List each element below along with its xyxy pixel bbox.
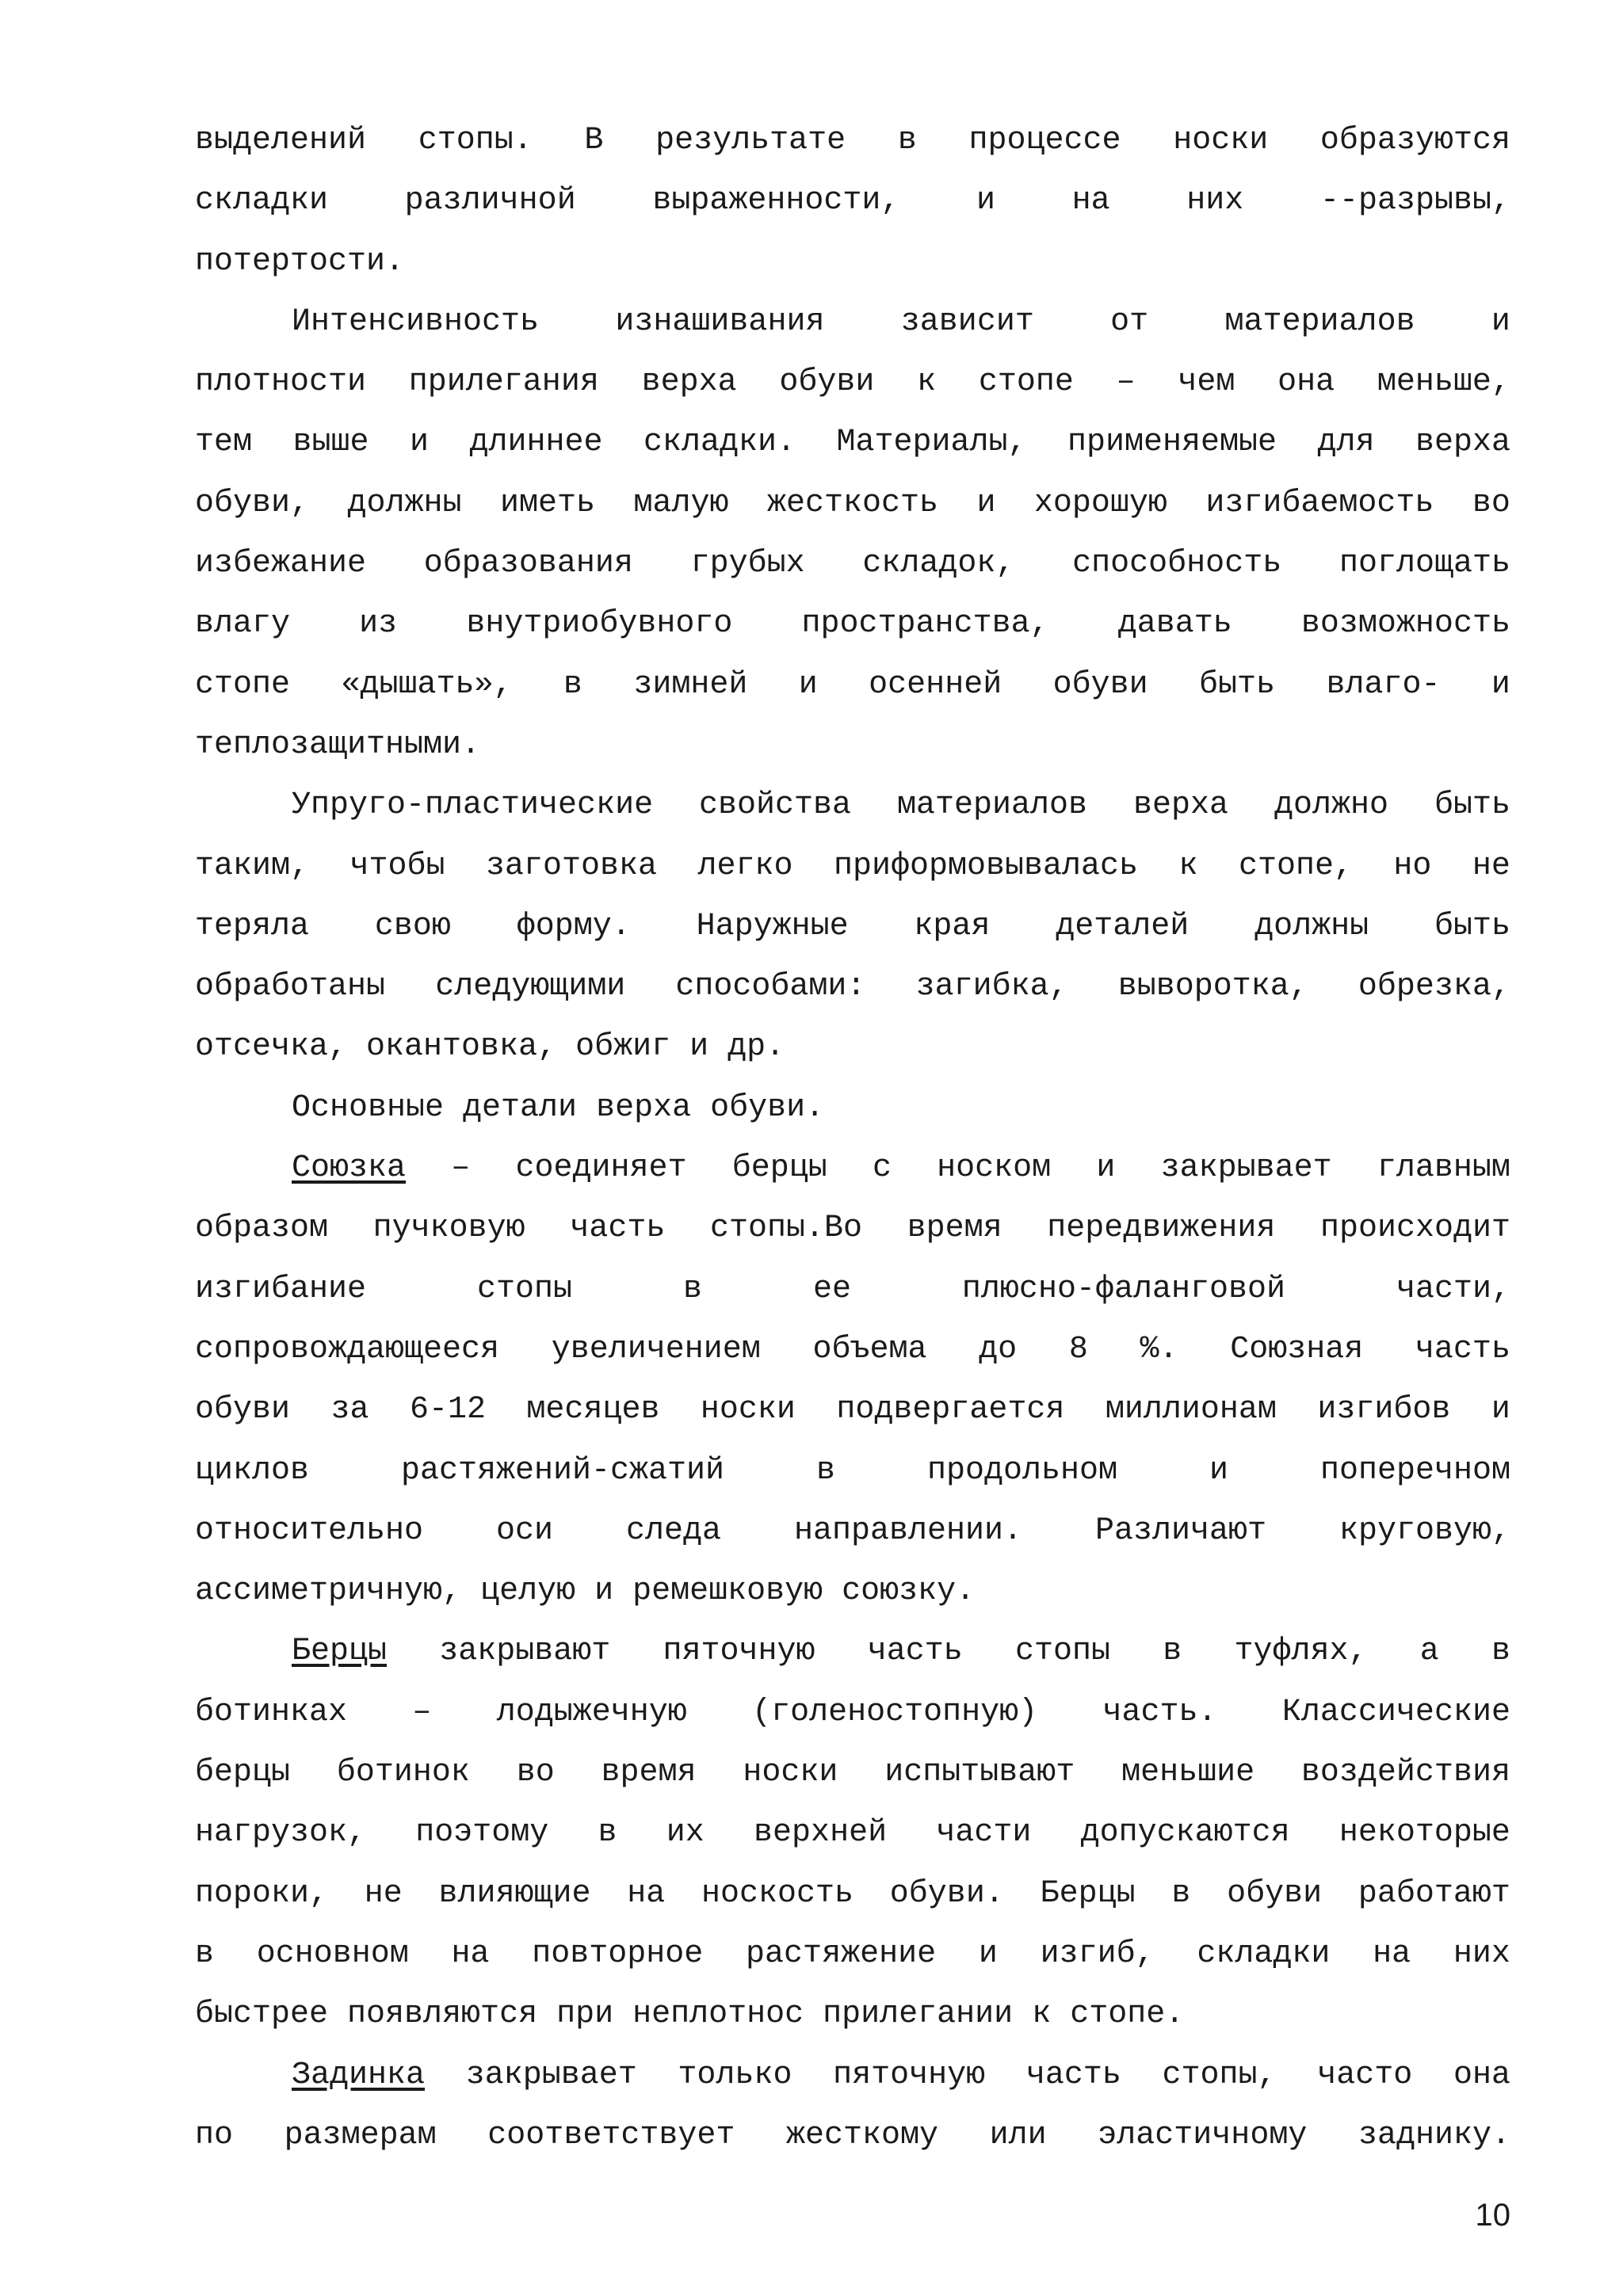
text-line: [195, 1562, 1510, 1622]
word: обуви: [1227, 1875, 1323, 1912]
word: чтобы: [349, 848, 445, 884]
word: хорошую: [1033, 485, 1167, 521]
word: носком: [937, 1150, 1052, 1187]
text-line: [195, 1743, 1510, 1803]
word: в: [897, 123, 917, 158]
word: верха: [596, 1089, 692, 1126]
word: неплотнос: [632, 1997, 804, 2033]
word: объема: [812, 1331, 927, 1367]
word: выраженности,: [652, 183, 900, 219]
word: загибка,: [915, 969, 1068, 1005]
word: главным: [1377, 1150, 1510, 1187]
text-line: [195, 1985, 1510, 2045]
text-line: [195, 353, 1510, 413]
word: появляются: [347, 1997, 538, 2033]
word: верха: [1415, 425, 1510, 461]
word: верха: [1133, 788, 1229, 824]
word: Интенсивность: [292, 303, 540, 340]
word: часть: [867, 1634, 963, 1670]
word: стопе: [978, 364, 1074, 401]
word: --разрывы,: [1319, 183, 1510, 219]
text-line: [195, 2106, 1510, 2166]
text-line: [195, 1924, 1510, 1985]
text-line: [195, 1320, 1510, 1380]
word: (голеностопную): [752, 1694, 1038, 1730]
word: при: [556, 1997, 614, 2033]
word: верхней: [754, 1815, 888, 1852]
text-line: [195, 1501, 1510, 1562]
word: выше: [292, 425, 369, 461]
word: в: [1163, 1634, 1182, 1670]
word: влияющие: [438, 1875, 591, 1912]
word: носкость: [701, 1875, 854, 1912]
word: поэтому: [415, 1815, 549, 1852]
word: материалов: [1224, 303, 1415, 340]
word: допускаются: [1080, 1815, 1290, 1852]
word: часть: [1025, 2057, 1121, 2093]
word: свойства: [699, 788, 852, 824]
word: сопровождающееся: [195, 1331, 500, 1367]
word: месяцев: [526, 1392, 660, 1428]
word: зимней: [633, 666, 748, 703]
word: пяточную: [833, 2057, 986, 2093]
text-line: [195, 1380, 1510, 1440]
word: др.: [727, 1029, 785, 1066]
word: растяжение: [746, 1936, 937, 1972]
word: выворотка,: [1117, 969, 1308, 1005]
word: и: [1209, 1452, 1228, 1489]
word: быть: [1434, 908, 1510, 944]
word: возможность: [1300, 606, 1510, 643]
word: Основные: [292, 1089, 445, 1126]
word: жесткому: [785, 2117, 939, 2153]
text-line: [195, 474, 1510, 534]
word: обуви.: [710, 1089, 825, 1126]
page-number: 10: [1475, 2198, 1510, 2233]
word: способность: [1072, 546, 1282, 582]
word: ассиметричную,: [195, 1573, 462, 1610]
word: окантовка,: [366, 1029, 557, 1066]
text-line: [195, 1260, 1510, 1320]
word: 8: [1068, 1331, 1088, 1367]
word: стопе.: [1070, 1997, 1185, 2033]
word: носки: [743, 1755, 838, 1791]
text-line: [195, 1864, 1510, 1924]
word: направлении.: [793, 1512, 1022, 1549]
word: них: [1186, 183, 1244, 219]
word: В: [584, 123, 604, 158]
word: нагрузок,: [195, 1815, 367, 1852]
word: форму.: [516, 908, 631, 944]
word: обуви: [779, 364, 875, 401]
word: на: [627, 1875, 666, 1912]
word: и: [1491, 303, 1510, 340]
word: берцы: [195, 1755, 291, 1791]
word: и: [976, 485, 996, 521]
word: их: [666, 1815, 705, 1852]
word: но: [1393, 848, 1432, 884]
word: влаго-: [1326, 666, 1441, 703]
word: легко: [697, 848, 793, 884]
word: Упруго-пластические: [292, 788, 654, 824]
word: –: [412, 1694, 432, 1730]
text-line: [195, 897, 1510, 957]
word: и: [689, 1029, 709, 1066]
word: в: [1171, 1875, 1191, 1912]
word: и: [409, 425, 429, 461]
word: следа: [625, 1512, 721, 1549]
text-line: [195, 1138, 1510, 1199]
word: во: [516, 1755, 555, 1791]
word: во: [1472, 485, 1510, 521]
word: Наружные: [696, 908, 849, 944]
word: зависит: [900, 303, 1034, 340]
word: она: [1277, 364, 1335, 401]
text-line: [195, 957, 1510, 1017]
word: избежание: [195, 546, 367, 582]
word: заготовка: [485, 848, 658, 884]
word: стопе: [195, 666, 291, 703]
word: поглощать: [1338, 546, 1510, 582]
word: закрывают: [439, 1634, 611, 1670]
word: ее: [812, 1271, 851, 1307]
word: от: [1110, 303, 1149, 340]
word: пяточную: [663, 1634, 815, 1670]
word: Союзная: [1230, 1331, 1364, 1367]
word: внутриобувного: [466, 606, 733, 643]
word: чем: [1178, 364, 1235, 401]
word: стопы: [1015, 1634, 1111, 1670]
word: –: [1116, 364, 1136, 401]
word: Задинка: [292, 2057, 426, 2093]
word: соединяет: [515, 1150, 687, 1187]
word: прилегания: [408, 364, 599, 401]
word: теряла: [195, 908, 310, 944]
word: на: [451, 1936, 490, 1972]
word: закрывает: [1160, 1150, 1332, 1187]
word: детали: [463, 1089, 578, 1126]
word: таким,: [195, 848, 310, 884]
word: способами:: [675, 969, 866, 1005]
word: носки: [1173, 123, 1269, 158]
word: она: [1453, 2057, 1510, 2093]
word: продольном: [926, 1452, 1118, 1489]
word: только: [678, 2057, 792, 2093]
word: работают: [1358, 1875, 1510, 1912]
word: деталей: [1056, 908, 1190, 944]
text-line: [195, 2046, 1510, 2106]
word: основном: [256, 1936, 409, 1972]
text-line: [195, 111, 1510, 171]
word: заднику.: [1358, 2117, 1510, 2153]
word: изгиб,: [1040, 1936, 1155, 1972]
text-line: [195, 1683, 1510, 1743]
word: в: [816, 1452, 836, 1489]
word: эластичному: [1098, 2117, 1308, 2153]
word: и: [978, 1936, 998, 1972]
word: пространства,: [801, 606, 1049, 643]
word: и: [1096, 1150, 1116, 1187]
word: из: [359, 606, 398, 643]
word: Берцы: [292, 1634, 388, 1670]
word: воздействия: [1300, 1755, 1510, 1791]
word: часть: [1415, 1331, 1510, 1367]
word: носки: [700, 1392, 796, 1428]
word: растяжений-сжатий: [400, 1452, 725, 1489]
word: материалов: [897, 788, 1088, 824]
word: длиннее: [469, 425, 603, 461]
word: различной: [404, 183, 576, 219]
word: части,: [1396, 1271, 1510, 1307]
word: должно: [1274, 788, 1389, 824]
word: до: [979, 1331, 1018, 1367]
word: стопы: [477, 1271, 573, 1307]
word: и: [976, 183, 996, 219]
word: союзку.: [842, 1573, 976, 1610]
word: верха: [641, 364, 737, 401]
word: образом: [195, 1211, 329, 1247]
word: ботинок: [336, 1755, 470, 1791]
word: и: [594, 1573, 614, 1610]
text-line: [195, 594, 1510, 654]
word: часть: [570, 1211, 666, 1247]
word: обработаны: [195, 969, 386, 1005]
word: давать: [1117, 606, 1232, 643]
word: образуются: [1319, 123, 1510, 158]
word: происходит: [1319, 1211, 1510, 1247]
word: меньше,: [1377, 364, 1510, 401]
word: плотности: [195, 364, 367, 401]
word: к: [917, 364, 937, 401]
word: берцы: [731, 1150, 827, 1187]
word: свою: [374, 908, 451, 944]
word: миллионам: [1105, 1392, 1277, 1428]
word: выделений: [195, 123, 367, 158]
word: оси: [496, 1512, 554, 1549]
word: закрывает: [465, 2057, 637, 2093]
word: процессе: [968, 123, 1121, 158]
word: циклов: [195, 1452, 310, 1489]
word: и: [1491, 666, 1510, 703]
text-line: [195, 1803, 1510, 1863]
word: с: [872, 1150, 892, 1187]
word: Союзка: [292, 1150, 407, 1187]
word: время: [907, 1211, 1002, 1247]
text-line: [195, 1017, 1510, 1077]
word: и: [1491, 1392, 1510, 1428]
word: в: [195, 1936, 215, 1972]
word: складки: [195, 183, 329, 219]
word: обжиг: [575, 1029, 671, 1066]
word: жесткость: [766, 485, 938, 521]
word: обуви: [1052, 666, 1148, 703]
word: –: [451, 1150, 471, 1187]
word: результате: [655, 123, 846, 158]
word: Материалы,: [836, 425, 1027, 461]
word: а: [1419, 1634, 1439, 1670]
word: должны: [1254, 908, 1369, 944]
word: на: [1373, 1936, 1411, 1972]
word: потертости.: [195, 243, 405, 280]
word: не: [1472, 848, 1510, 884]
word: меньшие: [1121, 1755, 1255, 1791]
word: к: [1032, 1997, 1052, 2033]
word: в: [563, 666, 582, 703]
word: к: [1178, 848, 1198, 884]
word: 6-12: [409, 1392, 486, 1428]
word: образования: [423, 546, 633, 582]
word: и: [798, 666, 818, 703]
word: применяемые: [1067, 425, 1277, 461]
word: в: [598, 1815, 617, 1852]
text-line: [195, 837, 1510, 897]
word: быть: [1199, 666, 1276, 703]
word: обрезка,: [1358, 969, 1510, 1005]
word: края: [914, 908, 991, 944]
word: размерам: [284, 2117, 437, 2153]
word: отсечка,: [195, 1029, 348, 1066]
word: %.: [1140, 1331, 1178, 1367]
word: часть.: [1102, 1694, 1217, 1730]
word: «дышать»,: [341, 666, 513, 703]
word: ремешковую: [632, 1573, 823, 1610]
word: относительно: [195, 1512, 424, 1549]
word: складок,: [862, 546, 1015, 582]
word: время: [601, 1755, 697, 1791]
word: подвергается: [836, 1392, 1065, 1428]
word: увеличением: [551, 1331, 761, 1367]
word: грубых: [690, 546, 805, 582]
word: быстрее: [195, 1997, 329, 2033]
word: в: [1491, 1634, 1510, 1670]
word: обуви.: [889, 1875, 1004, 1912]
word: складки: [1197, 1936, 1331, 1972]
text-line: [195, 1199, 1510, 1259]
word: стопы.: [418, 123, 533, 158]
word: по: [195, 2117, 234, 2153]
word: ботинках: [195, 1694, 348, 1730]
word: часто: [1317, 2057, 1413, 2093]
word: иметь: [499, 485, 595, 521]
word: Классические: [1281, 1694, 1510, 1730]
word: приформовывалась: [833, 848, 1139, 884]
word: складки.: [643, 425, 796, 461]
word: для: [1317, 425, 1375, 461]
text-line: [195, 1441, 1510, 1501]
text-line: [195, 534, 1510, 594]
word: повторное: [532, 1936, 704, 1972]
text-line: [195, 776, 1510, 836]
word: обуви: [195, 1392, 291, 1428]
word: малую: [633, 485, 729, 521]
word: целую: [480, 1573, 576, 1610]
text-line: [195, 413, 1510, 473]
word: пучковую: [372, 1211, 525, 1247]
word: изгибание: [195, 1271, 367, 1307]
text-line: [195, 171, 1510, 231]
word: теплозащитными.: [195, 727, 481, 763]
text-line: [195, 292, 1510, 353]
word: передвижения: [1047, 1211, 1276, 1247]
word: соответствует: [487, 2117, 735, 2153]
word: тем: [195, 425, 253, 461]
word: осенней: [869, 666, 1002, 703]
text-line: [195, 1622, 1510, 1682]
word: Берцы: [1040, 1875, 1136, 1912]
word: некоторые: [1338, 1815, 1510, 1852]
word: в: [682, 1271, 702, 1307]
word: пороки,: [195, 1875, 329, 1912]
word: изгибов: [1317, 1392, 1451, 1428]
word: Различают: [1094, 1512, 1266, 1549]
word: стопе,: [1238, 848, 1353, 884]
text-line: [195, 1078, 1510, 1138]
word: за: [330, 1392, 369, 1428]
word: стопы.Во: [709, 1211, 862, 1247]
word: изнашивания: [615, 303, 825, 340]
word: или: [989, 2117, 1047, 2153]
word: туфлях,: [1234, 1634, 1368, 1670]
word: прилегании: [823, 1997, 1014, 2033]
word: не: [364, 1875, 403, 1912]
word: следующими: [435, 969, 626, 1005]
word: них: [1453, 1936, 1510, 1972]
word: на: [1071, 183, 1110, 219]
word: части: [936, 1815, 1032, 1852]
document-page: [195, 111, 1510, 2166]
text-line: [195, 232, 1510, 292]
word: стопы,: [1162, 2057, 1277, 2093]
text-line: [195, 655, 1510, 715]
text-line: [195, 715, 1510, 776]
word: быть: [1434, 788, 1510, 824]
word: плюсно-фаланговой: [961, 1271, 1285, 1307]
word: испытывают: [884, 1755, 1075, 1791]
word: поперечном: [1319, 1452, 1510, 1489]
word: лодыжечную: [496, 1694, 687, 1730]
word: влагу: [195, 606, 291, 643]
word: круговую,: [1338, 1512, 1510, 1549]
word: должны: [347, 485, 462, 521]
word: изгибаемость: [1205, 485, 1434, 521]
word: обуви,: [195, 485, 310, 521]
